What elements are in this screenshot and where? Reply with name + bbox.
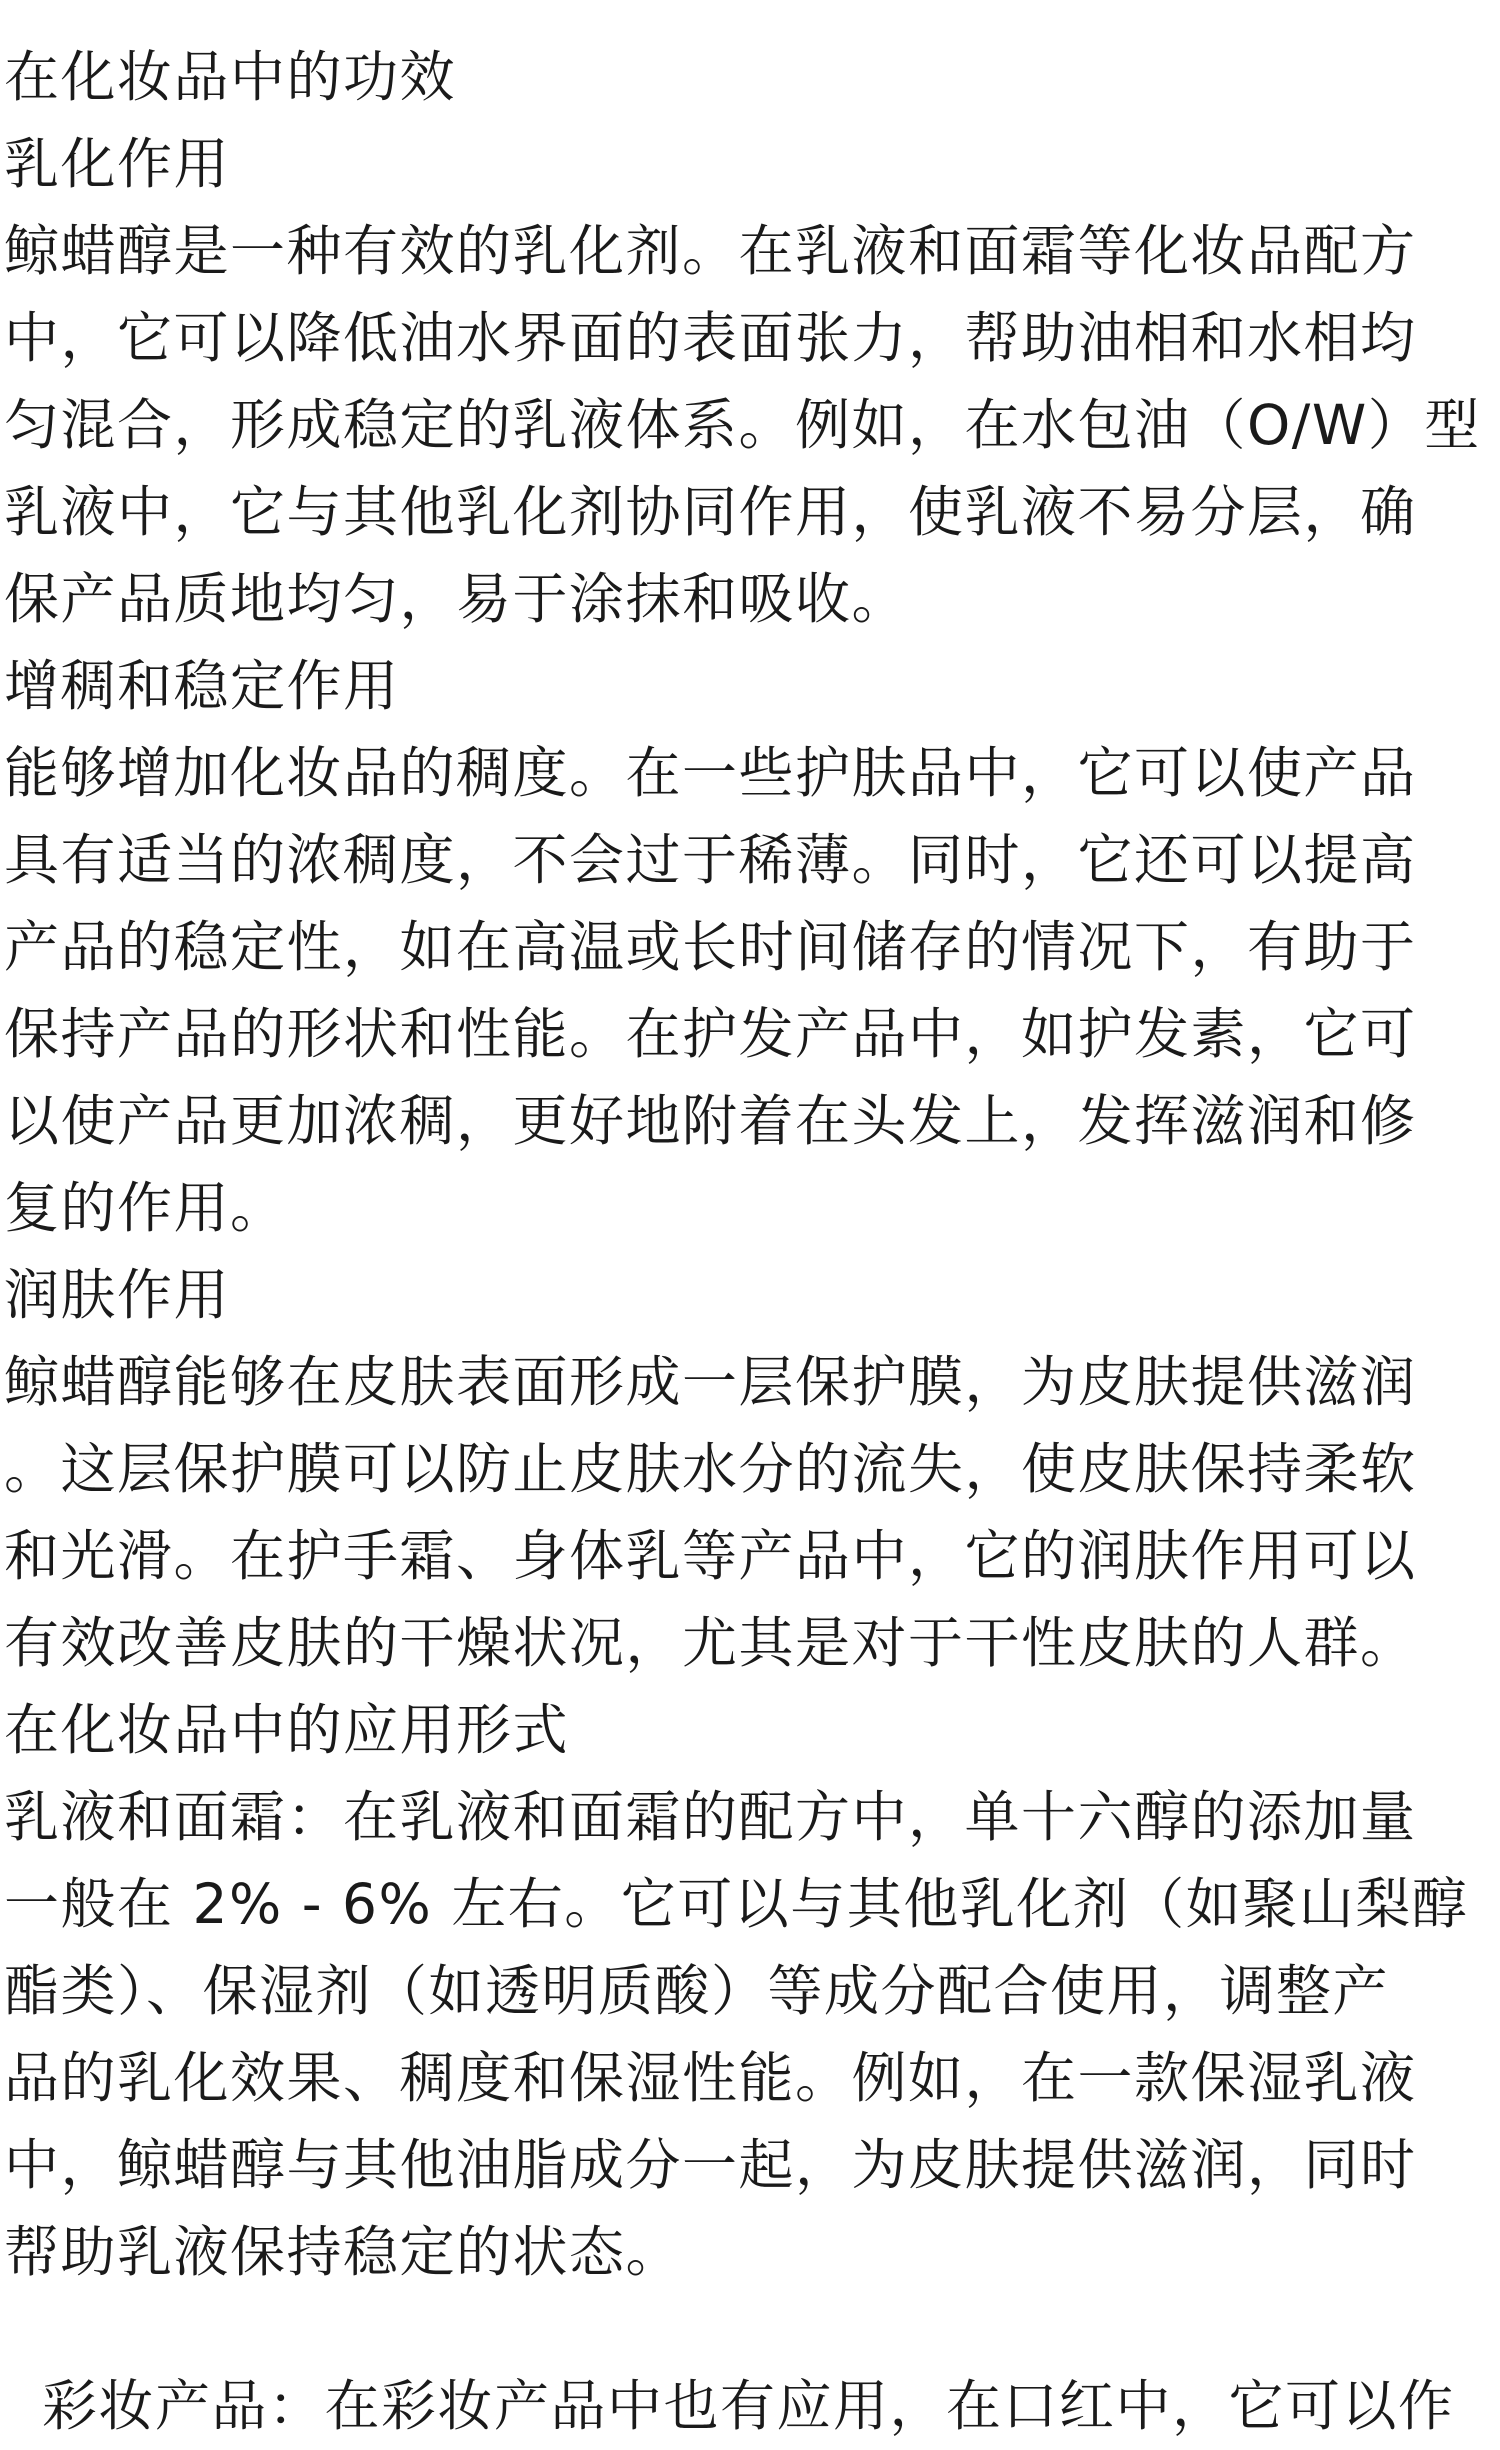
paragraph-line: 和光滑。在护手霜、身体乳等产品中，它的润肤作用可以 [4,1524,1417,1588]
paragraph-line: 有效改善皮肤的干燥状况，尤其是对于干性皮肤的人群。 [4,1611,1417,1675]
paragraph-line: 帮助乳液保持稳定的状态。 [4,2220,683,2284]
paragraph-line: 酯类）、保湿剂（如透明质酸）等成分配合使用，调整产 [4,1959,1390,2023]
paragraph-line: 乳液和面霜：在乳液和面霜的配方中，单十六醇的添加量 [4,1785,1417,1849]
section-title-application-forms: 在化妆品中的应用形式 [4,1698,570,1762]
paragraph-line: 产品的稳定性，如在高温或长时间储存的情况下，有助于 [4,915,1417,979]
paragraph-line: 乳液中，它与其他乳化剂协同作用，使乳液不易分层，确 [4,480,1417,544]
paragraph-line: 具有适当的浓稠度，不会过于稀薄。同时，它还可以提高 [4,828,1417,892]
section-title-effects: 在化妆品中的功效 [4,45,457,109]
paragraph-line: 鲸蜡醇是一种有效的乳化剂。在乳液和面霜等化妆品配方 [4,219,1417,283]
paragraph-line: 鲸蜡醇能够在皮肤表面形成一层保护膜，为皮肤提供滋润 [4,1350,1417,1414]
cutoff-line-text: 彩妆产品：在彩妆产品中也有应用，在口红中，它可以作 [41,2374,1455,2438]
paragraph-line: 保持产品的形状和性能。在护发产品中，如护发素，它可 [4,1002,1417,1066]
paragraph-line: 品的乳化效果、稠度和保湿性能。例如，在一款保湿乳液 [4,2046,1417,2110]
paragraph-line: 一般在 2% - 6% 左右。它可以与其他乳化剂（如聚山梨醇 [4,1872,1469,1936]
paragraph-line: 以使产品更加浓稠，更好地附着在头发上，发挥滋润和修 [4,1089,1417,1153]
paragraph-line: 中，鲸蜡醇与其他油脂成分一起，为皮肤提供滋润，同时 [4,2133,1417,2197]
paragraph-line: 中，它可以降低油水界面的表面张力，帮助油相和水相均 [4,306,1417,370]
paragraph-line: 。这层保护膜可以防止皮肤水分的流失，使皮肤保持柔软 [4,1437,1417,1501]
paragraph-line: 能够增加化妆品的稠度。在一些护肤品中，它可以使产品 [4,741,1417,805]
paragraph-line: 保产品质地均匀，易于涂抹和吸收。 [4,567,909,631]
subheading-emollient: 润肤作用 [4,1263,231,1327]
cutoff-paragraph-line [4,2276,1494,2438]
document-body [4,34,1494,2296]
paragraph-line: 匀混合，形成稳定的乳液体系。例如，在水包油（O/W）型 [4,393,1481,457]
paragraph-line: 复的作用。 [4,1176,287,1240]
subheading-emulsifying: 乳化作用 [4,132,231,196]
subheading-thickening: 增稠和稳定作用 [4,654,400,718]
